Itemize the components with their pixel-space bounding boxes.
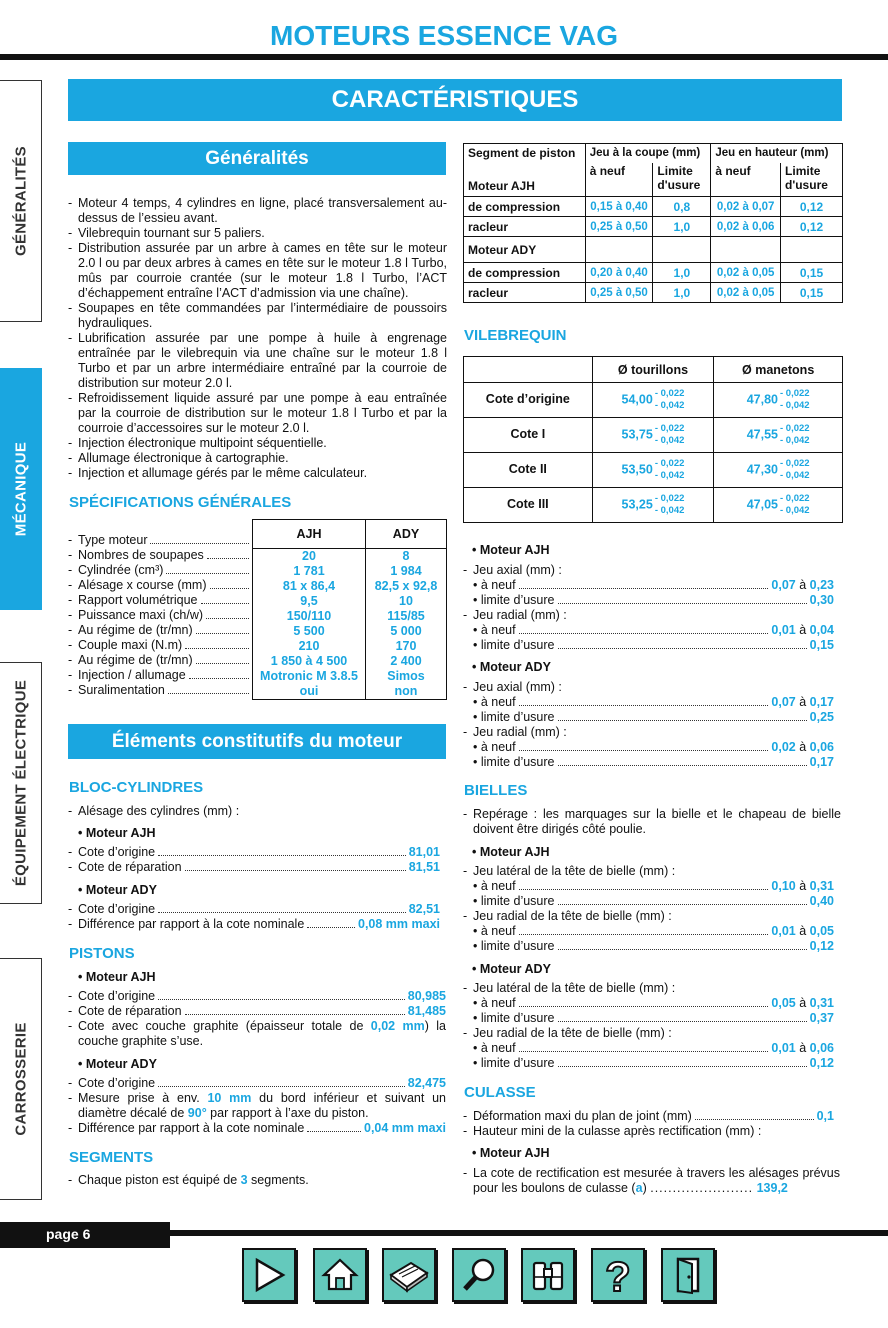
spec-ajh-value: 150/110 [253,609,366,624]
spec-row [253,669,447,684]
list-item: - Distribution assurée par un arbre à cames en tête sur le moteur 2.0 l ou par deux arbres à cames en tête sur le moteur 1.8 l Turbo, mûs par courroie crantée (sur le moteur 1.8 l Turbo, l’ACT d’échappement entraîne l’ACT d’admission via une chaîne). [68,241,447,301]
bloc-ady-list [68,902,440,932]
specs-heading: SPÉCIFICATIONS GÉNÉRALES [69,494,292,511]
table-row: de compression 0,15 à 0,40 0,8 0,02 à 0,07 0,12 [464,197,843,217]
list-item: • limite d’usure 0,30 [473,593,834,607]
exit-button[interactable] [661,1248,715,1302]
seg-header-neuf: à neuf [589,163,626,178]
list-item: • limite d’usure 0,17 [473,755,834,769]
spec-label: - Nombres de soupapes [68,548,252,563]
spec-row [253,684,447,700]
bielles-reperage: - Repérage : les marquages sur la bielle et le chapeau de bielle doivent être dirigés côté poulie. [463,807,841,837]
table-row: Cote d’origine 54,00 - 0,022 - 0,042 47,80 - 0,022 - 0,042 [464,383,843,418]
spec-label: - Rapport volumétrique [68,593,252,608]
spec-label: - Couple maxi (N.m) [68,638,252,653]
spec-ady-value: 8 [402,549,410,563]
list-item: - Cote d’origine 81,01 [68,845,440,860]
table-row: de compression 0,20 à 0,40 1,0 0,02 à 0,05 0,15 [464,263,843,283]
pistons-ady-list [68,1076,446,1136]
spec-label: - Type moteur [68,533,252,548]
spec-label: - Injection / allumage [68,668,252,683]
pistons-ajh-title: • Moteur AJH [78,970,156,984]
list-item: - Cote de réparation 81,51 [68,860,440,875]
list-item: - Différence par rapport à la cote nominale 0,08 mm maxi [68,917,440,932]
spec-label: - Cylindrée (cm³) [68,563,252,578]
table-row: Cote II 53,50 - 0,022 - 0,042 47,30 - 0,022 - 0,042 [464,453,843,488]
table-row: racleur 0,25 à 0,50 1,0 0,02 à 0,05 0,15 [464,283,843,303]
list-item: • limite d’usure 0,15 [473,638,834,652]
list-item: - Moteur 4 temps, 4 cylindres en ligne, placé transversalement au-dessus de l’essieu avant. [68,196,447,226]
list-item: - Injection électronique multipoint séquentielle. [68,436,447,451]
spec-ady-value: 115/85 [387,609,425,623]
list-item: - Jeu radial (mm) : [463,725,834,740]
segments-text: - Chaque piston est équipé de 3 segments. [68,1173,446,1188]
list-item: • limite d’usure 0,40 [473,894,834,908]
seg-header-hauteur: Jeu en hauteur (mm) [715,147,829,160]
spec-row [253,549,447,565]
spec-ady-value: non [394,684,418,698]
seg-header-coupe: Jeu à la coupe (mm) [585,144,711,163]
specs-col-ajh: AJH [253,520,366,549]
side-tab-carrosserie[interactable]: CARROSSERIE [0,958,42,1200]
side-tab-mecanique[interactable]: MÉCANIQUE [0,368,42,610]
spec-label: - Au régime de (tr/mn) [68,623,252,638]
help-button[interactable] [591,1248,645,1302]
page-number: page 6 [0,1222,170,1248]
vil-ady-list [463,680,834,770]
vilebrequin-table [463,356,843,523]
list-item: - Refroidissement liquide assuré par une pompe à eau entraînée par la courroie de distribution sur le moteur 1.8 l Turbo et par la courroie d’accessoires sur le moteur 2.0 l. [68,391,447,436]
binoculars-button[interactable] [521,1248,575,1302]
culasse-cote: - La cote de rectification est mesurée à travers les alésages prévus pour les boulons de culasse (a) ....................... 139,2 [463,1166,840,1196]
spec-row [253,594,447,609]
spec-ajh-value: oui [253,684,366,700]
side-tab-generalites[interactable]: GÉNÉRALITÉS [0,80,42,322]
specs-labels [68,533,252,698]
specs-table [252,519,447,700]
list-item: - Cote d’origine 80,985 [68,989,446,1004]
print-icon [387,1255,431,1295]
vil-ady-title: • Moteur ADY [472,660,551,674]
spec-row [253,624,447,639]
list-item: - Vilebrequin tournant sur 5 paliers. [68,226,447,241]
list-item: - Injection et allumage gérés par le même calculateur. [68,466,447,481]
spec-ady-value: 82,5 x 92,8 [374,579,438,593]
list-item: - Différence par rapport à la cote nominale 0,04 mm maxi [68,1121,446,1136]
list-item: - Cote avec couche graphite (épaisseur totale de 0,02 mm) la couche graphite s’use. [68,1019,446,1049]
list-item: • limite d’usure 0,12 [473,939,834,953]
spec-ady-value: 1 984 [390,564,422,578]
spec-ady-value: 10 [399,594,413,608]
list-item: • à neuf 0,05 à 0,31 [473,996,834,1010]
list-item: - Jeu latéral de la tête de bielle (mm) : [463,981,834,996]
section-banner: CARACTÉRISTIQUES [68,79,842,121]
document-title: MOTEURS ESSENCE VAG [270,20,618,51]
table-row: Cote III 53,25 - 0,022 - 0,042 47,05 - 0,022 - 0,042 [464,488,843,523]
spec-ajh-value: 1 781 [253,564,366,579]
list-item: - Jeu axial (mm) : [463,563,834,578]
spec-ajh-value: 210 [253,639,366,654]
list-item: - Soupapes en tête commandées par l’intermédiaire de poussoirs hydrauliques. [68,301,447,331]
vil-ajh-list [463,563,834,653]
spec-row [253,639,447,654]
seg-header-segment: Segment de piston [464,144,586,163]
specs-col-ady: ADY [366,520,447,549]
list-item: - Jeu radial de la tête de bielle (mm) : [463,1026,834,1041]
spec-ady-value: Simos [387,669,425,683]
seg-header-limite: Limite d'usure [781,163,843,197]
list-item: • à neuf 0,01 à 0,06 [473,1041,834,1055]
list-item: • à neuf 0,10 à 0,31 [473,879,834,893]
spec-ady-value: 170 [395,639,417,653]
vil-header-manetons: Ø manetons [714,357,843,383]
list-item: • à neuf 0,07 à 0,23 [473,578,834,592]
table-row: Cote I 53,75 - 0,022 - 0,042 47,55 - 0,022 - 0,042 [464,418,843,453]
seg-moteur-ajh: Moteur AJH [464,163,586,197]
bielles-ajh-title: • Moteur AJH [472,845,550,859]
home-icon [320,1255,360,1295]
list-item: - Jeu radial de la tête de bielle (mm) : [463,909,834,924]
bloc-heading: BLOC-CYLINDRES [69,779,204,796]
vil-ajh-title: • Moteur AJH [472,543,550,557]
seg-moteur-ady: Moteur ADY [464,237,586,263]
list-item: • limite d’usure 0,37 [473,1011,834,1025]
spec-ajh-value: 5 500 [253,624,366,639]
spec-row [253,609,447,624]
list-item: • limite d’usure 0,25 [473,710,834,724]
spec-ajh-value: 9,5 [253,594,366,609]
bloc-intro: - Alésage des cylindres (mm) : [68,804,440,819]
list-item: • à neuf 0,02 à 0,06 [473,740,834,754]
spec-ajh-value: 20 [253,549,366,565]
pistons-heading: PISTONS [69,945,135,962]
spec-label: - Puissance maxi (ch/w) [68,608,252,623]
generalites-list [68,196,447,481]
spec-label: - Alésage x course (mm) [68,578,252,593]
spec-ajh-value: 1 850 à 4 500 [253,654,366,669]
table-row: racleur 0,25 à 0,50 1,0 0,02 à 0,06 0,12 [464,217,843,237]
list-item: - Mesure prise à env. 10 mm du bord inférieur et suivant un diamètre décalé de 90° par rapport à l’axe du piston. [68,1091,446,1121]
binoculars-icon [528,1255,568,1295]
next-button[interactable] [242,1248,296,1302]
seg-header-neuf: à neuf [715,163,751,178]
bloc-ady-title: • Moteur ADY [78,883,157,897]
vil-header-tourillons: Ø tourillons [592,357,714,383]
culasse-ajh-title: • Moteur AJH [472,1146,550,1160]
vilebrequin-heading: VILEBREQUIN [464,327,567,344]
bloc-ajh-title: • Moteur AJH [78,826,156,840]
segments-heading: SEGMENTS [69,1149,154,1166]
exit-icon [668,1255,708,1295]
culasse-heading: CULASSE [464,1084,536,1101]
list-item: - Lubrification assurée par une pompe à huile à engrenage entraînée par le vilebrequin via une chaîne sur le moteur 1.8 l Turbo et par un arbre intermédiaire entraîné par la courroie de distribution sur moteur 2.0 l. [68,331,447,391]
spec-ady-value: 2 400 [390,654,422,668]
spec-row [253,579,447,594]
list-item: - Cote de réparation 81,485 [68,1004,446,1019]
bielles-ajh-list [463,864,834,954]
list-item: • à neuf 0,07 à 0,17 [473,695,834,709]
spec-row [253,564,447,579]
bielles-ady-title: • Moteur ADY [472,962,551,976]
spec-ajh-value: 81 x 86,4 [253,579,366,594]
list-item: - Allumage électronique à cartographie. [68,451,447,466]
side-tab-equipement-electrique[interactable]: ÉQUIPEMENT ÉLECTRIQUE [0,662,42,904]
list-item: - Déformation maxi du plan de joint (mm) 0,1 [463,1109,834,1124]
pistons-ady-title: • Moteur ADY [78,1057,157,1071]
generalites-heading: Généralités [68,142,446,175]
list-item: • à neuf 0,01 à 0,05 [473,924,834,938]
bielles-heading: BIELLES [464,782,528,799]
list-item: • limite d’usure 0,12 [473,1056,834,1070]
bloc-ajh-list [68,845,440,875]
culasse-list [463,1109,834,1139]
segments-table [463,143,843,303]
spec-label: - Suralimentation [68,683,252,698]
list-item: - Cote d’origine 82,475 [68,1076,446,1091]
pistons-ajh-list [68,989,446,1049]
bielles-ady-list [463,981,834,1071]
spec-row [253,654,447,669]
help-icon [598,1253,638,1297]
spec-ady-value: 5 000 [390,624,422,638]
list-item: - Jeu latéral de la tête de bielle (mm) : [463,864,834,879]
list-item: - Hauteur mini de la culasse après rectification (mm) : [463,1124,834,1139]
top-rule [0,54,888,60]
svg-text:?: ? [605,1253,631,1297]
elements-heading: Éléments constitutifs du moteur [68,724,446,759]
next-icon [249,1255,289,1295]
list-item: - Jeu axial (mm) : [463,680,834,695]
search-icon [459,1255,499,1295]
list-item: - Cote d’origine 82,51 [68,902,440,917]
spec-ajh-value: Motronic M 3.8.5 [253,669,366,684]
seg-header-limite: Limite d'usure [653,163,711,197]
list-item: • à neuf 0,01 à 0,04 [473,623,834,637]
spec-label: - Au régime de (tr/mn) [68,653,252,668]
list-item: - Jeu radial (mm) : [463,608,834,623]
search-button[interactable] [452,1248,506,1302]
home-button[interactable] [313,1248,367,1302]
print-button[interactable] [382,1248,436,1302]
